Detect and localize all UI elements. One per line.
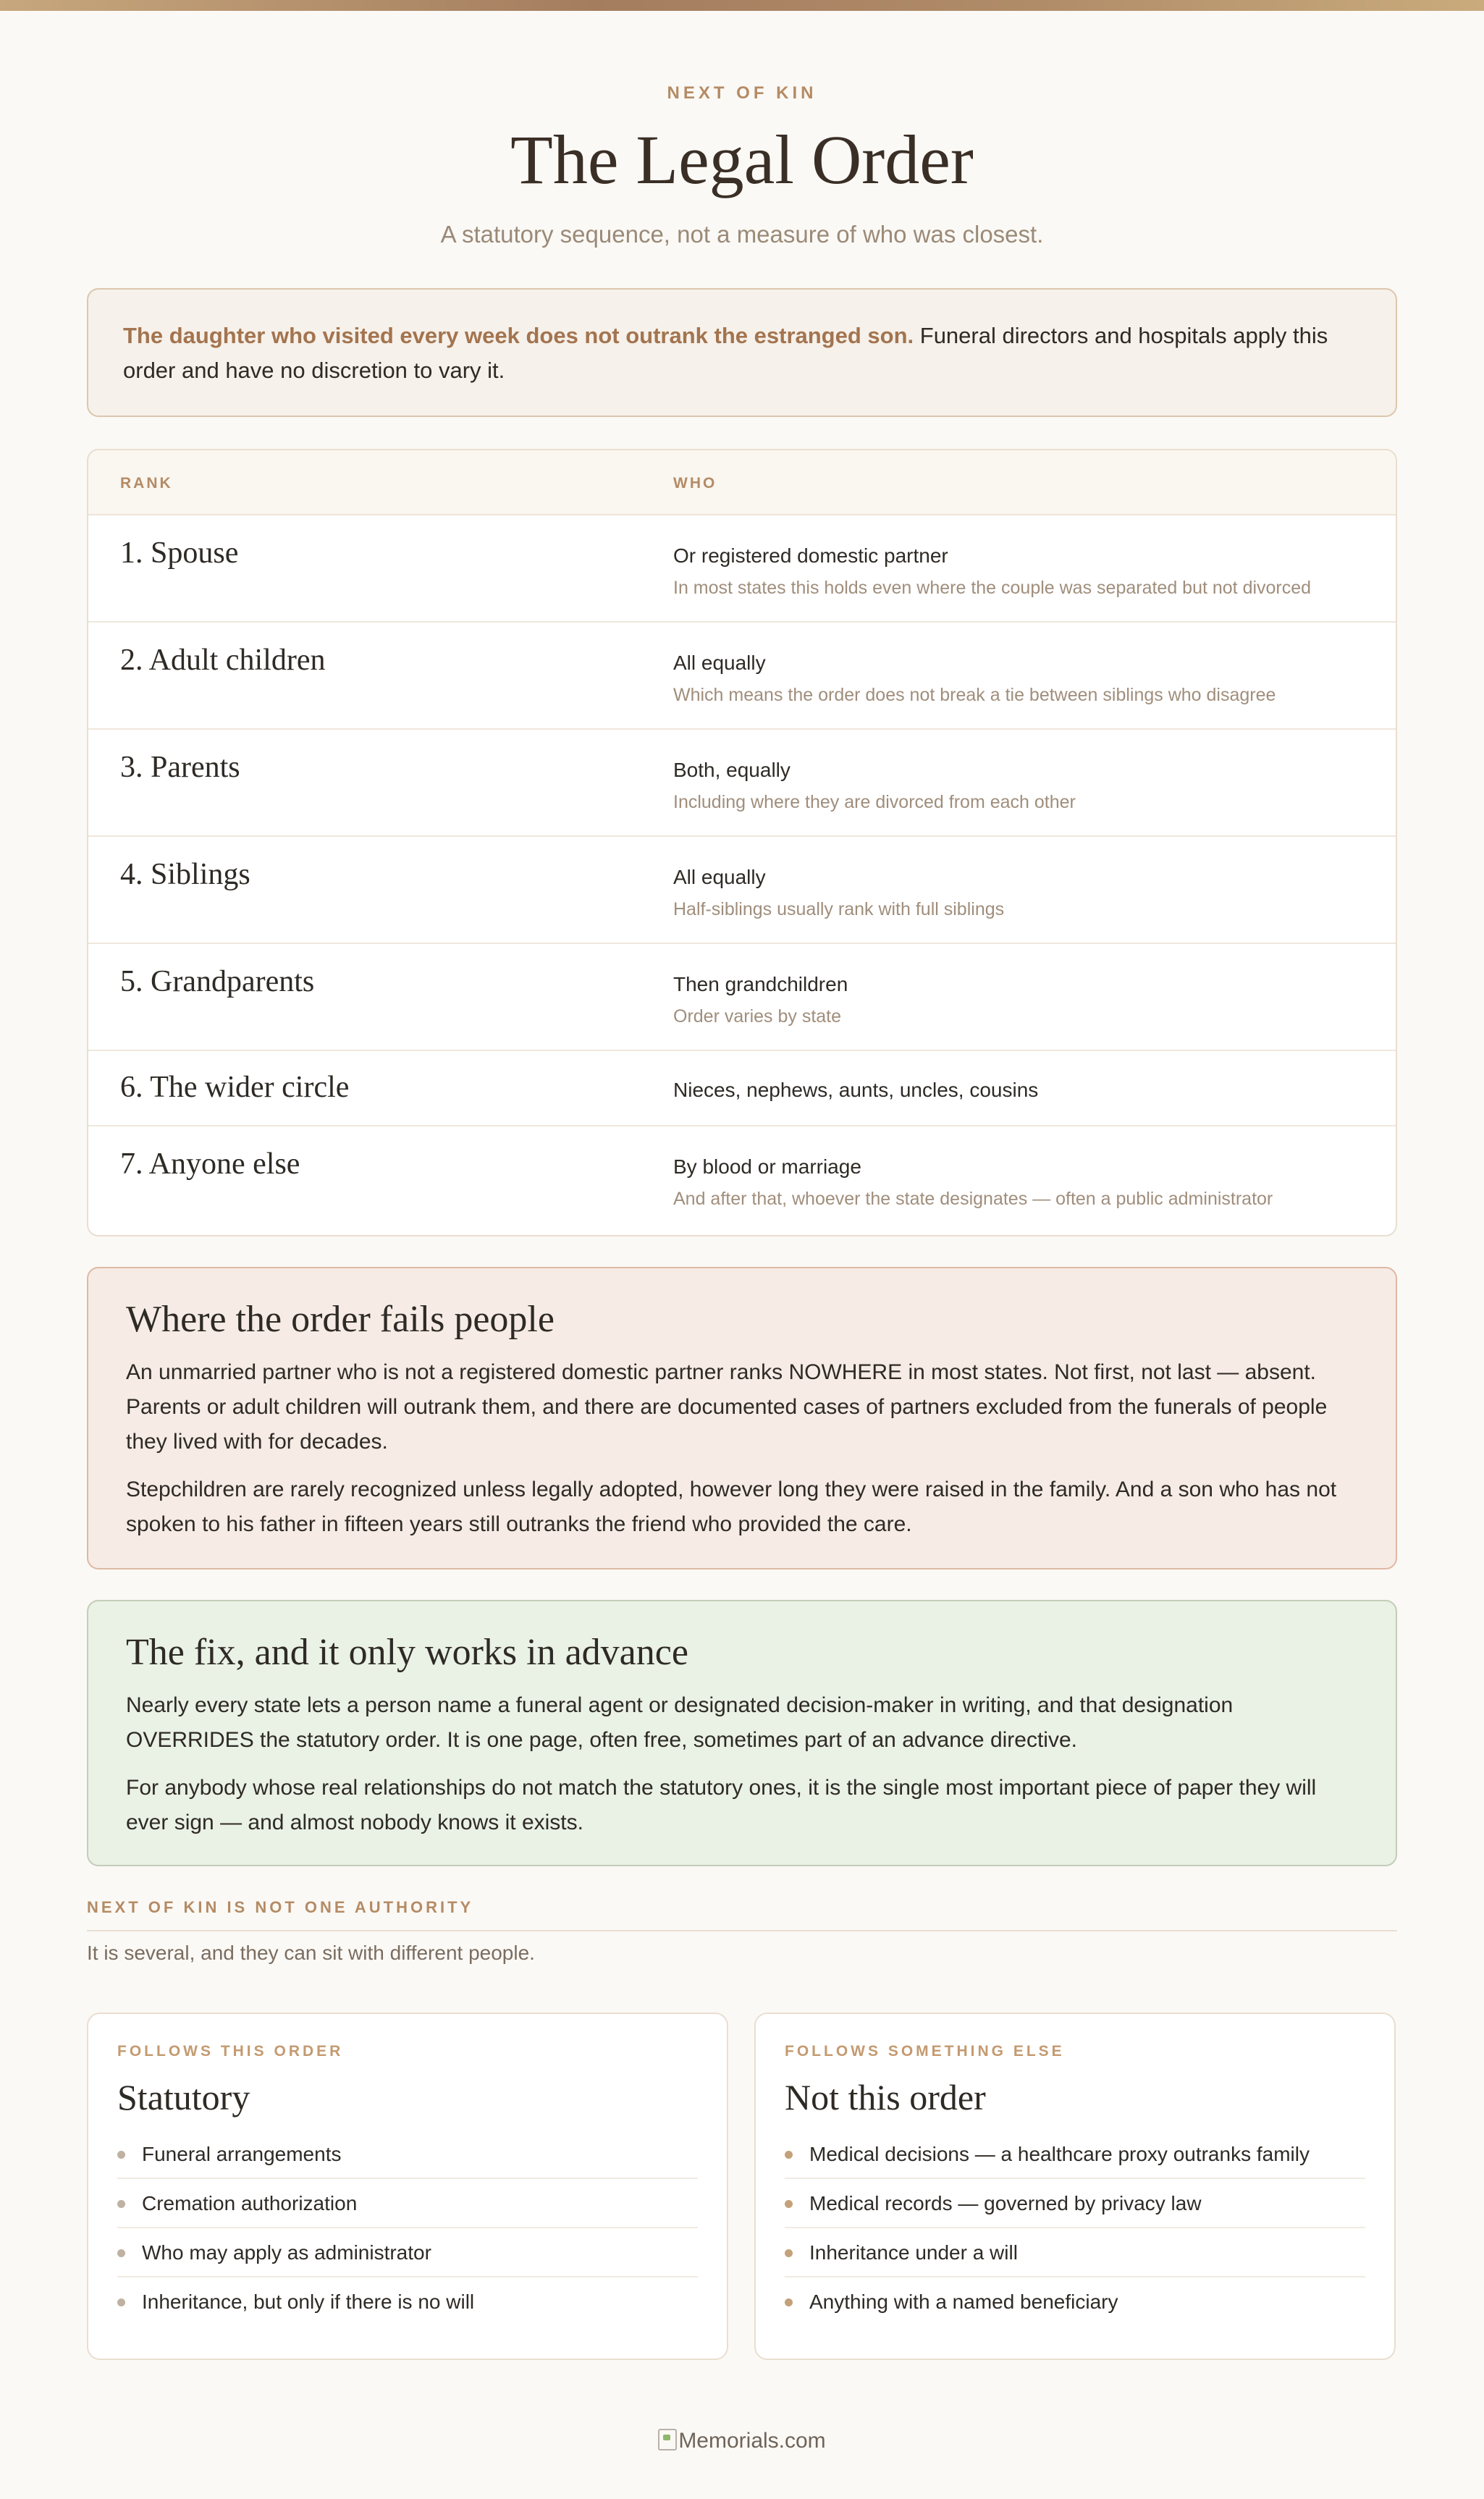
statutory-card [87, 2013, 728, 2360]
fix-panel [87, 1600, 1397, 1866]
page-title: The Legal Order [510, 121, 974, 198]
bullet-icon [117, 2151, 125, 2159]
table-header [88, 450, 1396, 515]
who-cell: All equally [673, 866, 766, 888]
bullet-icon [117, 2249, 125, 2257]
legal-order-table [87, 449, 1397, 1236]
fix-paragraph: For anybody whose real relationships do not match the statutory ones, it is the single most important piece of paper they will ever sign — and almost nobody knows it exists. [126, 1776, 1317, 1834]
bullet-icon [785, 2249, 793, 2257]
list-item-label: Medical decisions — a healthcare proxy outranks family [809, 2143, 1310, 2165]
card-eyebrow: FOLLOWS SOMETHING ELSE [785, 2043, 1065, 2060]
top-accent-bar [0, 0, 1484, 11]
table-row [88, 730, 1396, 837]
list-item-label: Funeral arrangements [142, 2143, 342, 2165]
who-cell: Then grandchildren [673, 973, 848, 995]
bullet-icon [785, 2200, 793, 2208]
page-eyebrow: NEXT OF KIN [667, 83, 817, 103]
bullet-icon [117, 2298, 125, 2306]
callout-strong: The daughter who visited every week does not outrank the estranged son. [123, 323, 914, 348]
table-row [88, 944, 1396, 1051]
bullet-icon [785, 2151, 793, 2159]
rank-cell: 7. Anyone else [120, 1147, 300, 1181]
rank-cell: 6. The wider circle [120, 1071, 350, 1104]
who-cell: All equally [673, 652, 766, 674]
list-item-label: Who may apply as administrator [142, 2241, 431, 2264]
column-header-rank: RANK [120, 475, 173, 492]
table-row [88, 515, 1396, 623]
note-cell: Order varies by state [673, 1006, 842, 1027]
bullet-icon [117, 2200, 125, 2208]
list-item-label: Anything with a named beneficiary [809, 2291, 1118, 2313]
who-cell: By blood or marriage [673, 1155, 861, 1178]
key-callout [87, 288, 1397, 417]
list-item-label: Inheritance under a will [809, 2241, 1018, 2264]
list-item-label: Medical records — governed by privacy law [809, 2192, 1202, 2214]
not-this-order-card [754, 2013, 1396, 2360]
list-item [117, 2130, 698, 2179]
table-row [88, 623, 1396, 730]
warning-paragraph: Stepchildren are rarely recognized unless legally adopted, however long they were raised in the family. And a son who has not spoken to his father in fifteen years still outranks the friend who provided the care. [126, 1478, 1337, 1536]
list-item-label: Inheritance, but only if there is no will [142, 2291, 475, 2313]
note-cell: Which means the order does not break a tie between siblings who disagree [673, 685, 1276, 705]
note-cell: And after that, whoever the state designates — often a public administrator [673, 1189, 1273, 1209]
who-cell: Or registered domestic partner [673, 544, 948, 567]
callout-text: Funeral directors and hospitals apply this order and have no discretion to vary it. [123, 323, 1328, 383]
page-subtitle: A statutory sequence, not a measure of who was closest. [440, 221, 1044, 248]
warning-panel [87, 1267, 1397, 1569]
list-item [785, 2228, 1365, 2277]
note-cell: Including where they are divorced from each other [673, 792, 1076, 812]
list-item [785, 2130, 1365, 2179]
list-item-label: Cremation authorization [142, 2192, 358, 2214]
note-cell: In most states this holds even where the couple was separated but not divorced [673, 578, 1312, 598]
list-item [117, 2179, 698, 2228]
card-list [117, 2130, 698, 2327]
card-list [785, 2130, 1365, 2327]
list-item [785, 2179, 1365, 2228]
note-cell: Half-siblings usually rank with full siblings [673, 899, 1005, 919]
warning-panel-title: Where the order fails people [126, 1299, 555, 1340]
table-row [88, 1126, 1396, 1234]
table-row [88, 837, 1396, 944]
broken-image-icon [658, 2429, 677, 2450]
logo-alt-text: Memorials.com [678, 2429, 826, 2453]
who-cell: Nieces, nephews, aunts, uncles, cousins [673, 1079, 1039, 1101]
rank-cell: 3. Parents [120, 751, 240, 784]
divider [87, 1930, 1397, 1931]
fix-panel-title: The fix, and it only works in advance [126, 1632, 688, 1673]
bullet-icon [785, 2298, 793, 2306]
footer-logo-link[interactable] [0, 2429, 1484, 2453]
rank-cell: 4. Siblings [120, 858, 250, 891]
list-item [117, 2277, 698, 2327]
card-eyebrow: FOLLOWS THIS ORDER [117, 2043, 344, 2060]
rank-cell: 5. Grandparents [120, 965, 315, 998]
authority-subtitle: It is several, and they can sit with different people. [87, 1942, 535, 1964]
card-title: Statutory [117, 2077, 250, 2117]
who-cell: Both, equally [673, 759, 791, 781]
fix-paragraph: Nearly every state lets a person name a funeral agent or designated decision-maker in writing, and that designation OVERRIDES the statutory order. It is one page, often free, sometimes part of an advance directive. [126, 1693, 1234, 1752]
warning-paragraph: An unmarried partner who is not a registered domestic partner ranks NOWHERE in most states. Not first, not last — absent. Parents or adult children will outrank them, and there are documented cases of partners excluded from the funerals of people they lived with for decades. [126, 1360, 1328, 1454]
list-item [117, 2228, 698, 2277]
card-title: Not this order [785, 2077, 986, 2117]
list-item [785, 2277, 1365, 2327]
authority-eyebrow: NEXT OF KIN IS NOT ONE AUTHORITY [87, 1898, 474, 1916]
column-header-who: WHO [673, 475, 717, 492]
table-row [88, 1051, 1396, 1126]
rank-cell: 2. Adult children [120, 644, 326, 677]
rank-cell: 1. Spouse [120, 536, 239, 570]
